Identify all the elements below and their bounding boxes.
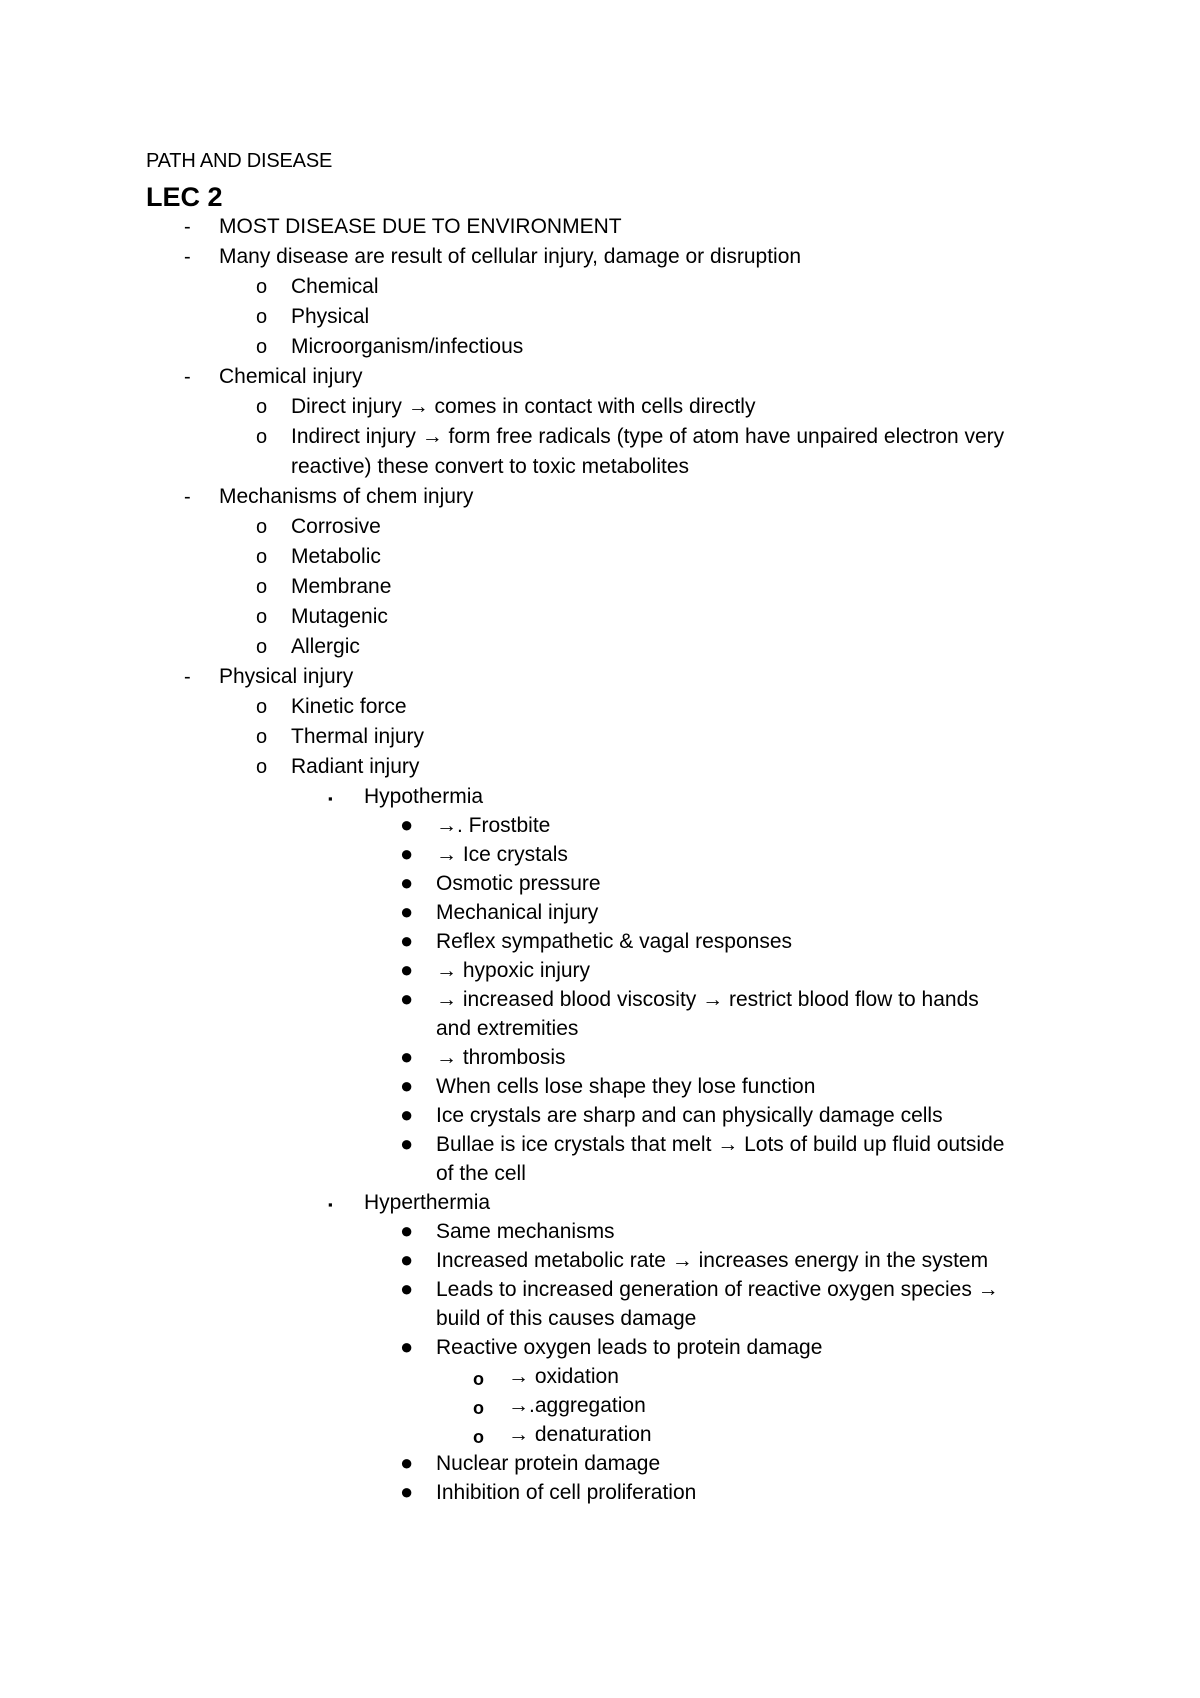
circle-bullet: o (256, 546, 268, 568)
list-item: Indirect injury → form free radicals (type of atom have unpaired electron very (291, 425, 1005, 448)
list-item-continuation: and extremities (436, 1017, 579, 1040)
circle-bullet: o (256, 696, 268, 718)
list-item: Nuclear protein damage (436, 1452, 661, 1475)
list-item: Same mechanisms (436, 1220, 615, 1243)
list-item: →. Frostbite (436, 814, 551, 837)
list-item: Physical (291, 305, 370, 328)
list-item: Increased metabolic rate → increases energy in the system (436, 1249, 989, 1272)
list-item: Microorganism/infectious (291, 335, 524, 358)
dot-bullet: ● (400, 1073, 414, 1098)
list-item: Radiant injury (291, 755, 420, 778)
dot-bullet: ● (400, 1479, 414, 1504)
list-item: Leads to increased generation of reactive oxygen species → (436, 1278, 999, 1301)
circle-bullet: o (473, 1369, 484, 1389)
square-bullet: ▪ (328, 791, 333, 806)
list-item: Osmotic pressure (436, 872, 601, 895)
list-item: Bullae is ice crystals that melt → Lots of build up fluid outside (436, 1133, 1005, 1156)
list-item: → increased blood viscosity → restrict blood flow to hands (436, 988, 979, 1011)
list-item: → denaturation (508, 1423, 652, 1446)
list-item: Chemical (291, 275, 379, 298)
list-item: Ice crystals are sharp and can physically damage cells (436, 1104, 943, 1127)
list-item: → thrombosis (436, 1046, 566, 1069)
list-item: Allergic (291, 635, 360, 658)
dash-bullet: - (184, 666, 191, 688)
list-item: MOST DISEASE DUE TO ENVIRONMENT (219, 215, 622, 238)
list-item-continuation: reactive) these convert to toxic metabolites (291, 455, 690, 478)
circle-bullet: o (256, 306, 268, 328)
square-bullet: ▪ (328, 1197, 333, 1212)
list-item-continuation: of the cell (436, 1162, 526, 1185)
dash-bullet: - (184, 366, 191, 388)
list-item: Mechanisms of chem injury (219, 485, 474, 508)
dash-bullet: - (184, 246, 191, 268)
list-item: →.aggregation (508, 1394, 646, 1417)
list-item: Inhibition of cell proliferation (436, 1481, 697, 1504)
circle-bullet: o (256, 756, 268, 778)
list-item: Membrane (291, 575, 392, 598)
list-item: Chemical injury (219, 365, 363, 388)
list-item: Reflex sympathetic & vagal responses (436, 930, 793, 953)
dot-bullet: ● (400, 899, 414, 924)
dot-bullet: ● (400, 812, 414, 837)
dot-bullet: ● (400, 1102, 414, 1127)
list-item: Physical injury (219, 665, 354, 688)
dot-bullet: ● (400, 1131, 414, 1156)
list-item: Many disease are result of cellular injury, damage or disruption (219, 245, 802, 268)
list-item: Reactive oxygen leads to protein damage (436, 1336, 823, 1359)
circle-bullet: o (473, 1398, 484, 1418)
dot-bullet: ● (400, 1334, 414, 1359)
list-item: → oxidation (508, 1365, 619, 1388)
list-item: → Ice crystals (436, 843, 568, 866)
list-item: Mechanical injury (436, 901, 599, 924)
circle-bullet: o (256, 426, 268, 448)
circle-bullet: o (256, 276, 268, 298)
list-item: When cells lose shape they lose function (436, 1075, 816, 1098)
dot-bullet: ● (400, 870, 414, 895)
circle-bullet: o (473, 1427, 484, 1447)
list-item: Hyperthermia (364, 1191, 491, 1214)
course-title: PATH AND DISEASE (146, 150, 333, 172)
dot-bullet: ● (400, 1218, 414, 1243)
list-item: Direct injury → comes in contact with cells directly (291, 395, 756, 418)
dot-bullet: ● (400, 986, 414, 1011)
circle-bullet: o (256, 396, 268, 418)
list-item: Hypothermia (364, 785, 484, 808)
circle-bullet: o (256, 726, 268, 748)
dot-bullet: ● (400, 1276, 414, 1301)
circle-bullet: o (256, 606, 268, 628)
lecture-heading: LEC 2 (146, 182, 223, 212)
circle-bullet: o (256, 336, 268, 358)
dash-bullet: - (184, 216, 191, 238)
dot-bullet: ● (400, 841, 414, 866)
circle-bullet: o (256, 636, 268, 658)
list-item-continuation: build of this causes damage (436, 1307, 697, 1330)
dot-bullet: ● (400, 1247, 414, 1272)
list-item: Thermal injury (291, 725, 425, 748)
list-item: Corrosive (291, 515, 381, 538)
dash-bullet: - (184, 486, 191, 508)
list-item: Kinetic force (291, 695, 407, 718)
dot-bullet: ● (400, 1450, 414, 1475)
circle-bullet: o (256, 576, 268, 598)
list-item: Mutagenic (291, 605, 388, 628)
dot-bullet: ● (400, 928, 414, 953)
circle-bullet: o (256, 516, 268, 538)
dot-bullet: ● (400, 1044, 414, 1069)
list-item: Metabolic (291, 545, 381, 568)
dot-bullet: ● (400, 957, 414, 982)
list-item: → hypoxic injury (436, 959, 591, 982)
